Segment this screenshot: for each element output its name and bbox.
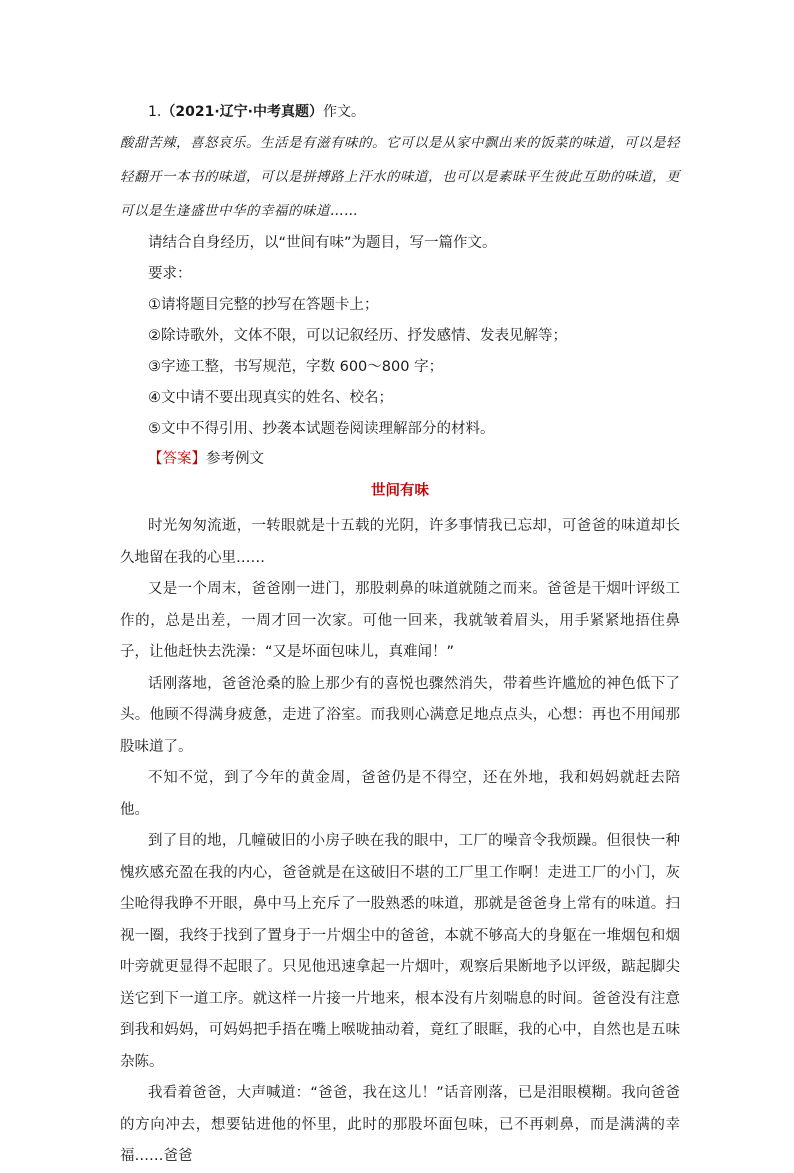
essay-paragraph: 我看着爸爸，大声喊道：“爸爸，我在这儿！”话音刚落，已是泪眼模糊。我向爸爸的方向冲去，想要钻进他的怀里，此时的那股坏面包味，已不再刺鼻，而是满满的幸福……爸爸 — [120, 1085, 680, 1164]
prompt-paragraph: 酸甜苦辣，喜怒哀乐。生活是有滋有味的。它可以是从家中飘出来的饭菜的味道，可以是轻轻翻开一本书的味道，可以是拼搏路上汗水的味道，也可以是素昧平生彼此互助的味道，更可以是生逢盛世中华的幸福的味道…… — [120, 135, 680, 219]
requirement-item: ⑤文中不得引用、抄袭本试题卷阅读理解部分的材料。 — [148, 421, 495, 437]
essay-title: 世间有味 — [371, 483, 429, 499]
requirement-item: ③字迹工整，书写规范，字数 600～800 字； — [148, 359, 444, 375]
essay-paragraph: 到了目的地，几幢破旧的小房子映在我的眼中，工厂的噪音令我烦躁。但很快一种愧疚感充盈在我的内心，爸爸就是在这破旧不堪的工厂里工作啊！走进工厂的小门，灰尘呛得我睁不开眼，鼻中马上充斥了一股熟悉的味道，那就是爸爸身上常有的味道。扫视一圈，我终于找到了置身于一片烟尘中的爸爸，本就不够高大的身躯在一堆烟包和烟叶旁就更显得不起眼了。只见他迅速拿起一片烟叶，观察后果断地予以评级，踮起脚尖送它到下一道工序。就这样一片接一片地来，根本没有片刻喘息的时间。爸爸没有注意到我和妈妈，可妈妈把手捂在嘴上喉咙抽动着，竟红了眼眶，我的心中，自然也是五味杂陈。 — [120, 833, 680, 1070]
instruction-text: 请结合自身经历，以“世间有味”为题目，写一篇作文。 — [148, 235, 497, 251]
answer-tag: 【答案】 — [148, 451, 206, 467]
essay-paragraph: 不知不觉，到了今年的黄金周，爸爸仍是不得空，还在外地，我和妈妈就赶去陪他。 — [120, 770, 680, 818]
question-source: （2021·辽宁·中考真题） — [161, 104, 323, 120]
essay-paragraph: 话刚落地，爸爸沧桑的脸上那少有的喜悦也骤然消失，带着些许尴尬的神色低下了头。他顾不得满身疲惫，走进了浴室。而我则心满意足地点点头，心想：再也不用闻那股味道了。 — [120, 675, 680, 755]
document-content — [120, 100, 680, 1173]
requirement-item: ①请将题目完整的抄写在答题卡上； — [148, 297, 379, 313]
requirement-item: ④文中请不要出现真实的姓名、校名； — [148, 390, 393, 406]
question-header — [148, 100, 680, 124]
requirements-label: 要求： — [148, 266, 192, 282]
question-type: 作文。 — [322, 104, 365, 120]
question-number: 1. — [148, 104, 162, 120]
requirement-item: ②除诗歌外，文体不限，可以记叙经历、抒发感情、发表见解等； — [148, 328, 567, 344]
answer-header — [148, 445, 680, 473]
answer-label: 参考例文 — [206, 451, 264, 467]
essay-paragraph: 又是一个周末，爸爸刚一进门，那股刺鼻的味道就随之而来。爸爸是干烟叶评级工作的，总是出差，一周才回一次家。可他一回来，我就皱着眉头，用手紧紧地捂住鼻子，让他赶快去洗澡：“又是坏面包味儿，真难闻！” — [120, 581, 680, 660]
essay-paragraph: 时光匆匆流逝，一转眼就是十五载的光阴，许多事情我已忘却，可爸爸的味道却长久地留在我的心里…… — [120, 518, 680, 566]
